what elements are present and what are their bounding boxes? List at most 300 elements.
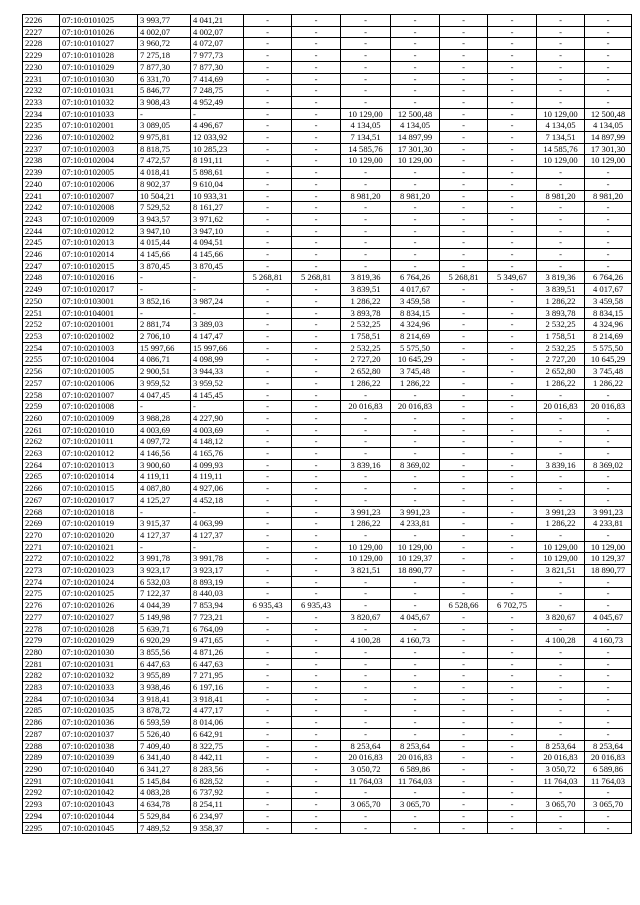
value-10-cell: 17 301,30 bbox=[585, 143, 632, 155]
value-7-cell: - bbox=[440, 15, 488, 27]
value-8-cell: - bbox=[488, 483, 537, 495]
value-9-cell: - bbox=[537, 682, 585, 694]
value-2-cell: 3 947,10 bbox=[191, 225, 244, 237]
value-10-cell: - bbox=[585, 260, 632, 272]
value-8-cell: - bbox=[488, 682, 537, 694]
cadastral-number-cell: 07:10:0201004 bbox=[60, 354, 138, 366]
cadastral-number-cell: 07:10:0201012 bbox=[60, 448, 138, 460]
value-1-cell: 4 087,80 bbox=[138, 483, 191, 495]
value-8-cell: - bbox=[488, 764, 537, 776]
value-5-cell: - bbox=[341, 167, 391, 179]
value-8-cell: - bbox=[488, 132, 537, 144]
table-row bbox=[23, 284, 632, 296]
table-row bbox=[23, 389, 632, 401]
value-1-cell: 4 097,72 bbox=[138, 436, 191, 448]
value-10-cell: - bbox=[585, 494, 632, 506]
value-5-cell: - bbox=[341, 424, 391, 436]
value-1-cell: - bbox=[138, 506, 191, 518]
value-7-cell: - bbox=[440, 307, 488, 319]
value-5-cell: 14 585,76 bbox=[341, 143, 391, 155]
table-row bbox=[23, 658, 632, 670]
value-2-cell: 3 870,45 bbox=[191, 260, 244, 272]
value-3-cell: - bbox=[244, 576, 292, 588]
value-8-cell: - bbox=[488, 553, 537, 565]
row-number-cell: 2263 bbox=[23, 448, 60, 460]
value-8-cell: - bbox=[488, 120, 537, 132]
value-5-cell: 2 652,80 bbox=[341, 366, 391, 378]
value-9-cell: - bbox=[537, 249, 585, 261]
value-5-cell: - bbox=[341, 646, 391, 658]
value-4-cell: - bbox=[292, 752, 341, 764]
value-4-cell: - bbox=[292, 787, 341, 799]
value-1-cell: 3 955,89 bbox=[138, 670, 191, 682]
row-number-cell: 2231 bbox=[23, 73, 60, 85]
value-6-cell: - bbox=[391, 717, 440, 729]
value-2-cell: 4 145,66 bbox=[191, 249, 244, 261]
value-2-cell: 6 737,92 bbox=[191, 787, 244, 799]
value-10-cell: 14 897,99 bbox=[585, 132, 632, 144]
cadastral-number-cell: 07:10:0101026 bbox=[60, 26, 138, 38]
value-5-cell: - bbox=[341, 38, 391, 50]
value-10-cell: 8 253,64 bbox=[585, 740, 632, 752]
value-1-cell: 5 846,77 bbox=[138, 85, 191, 97]
value-3-cell: - bbox=[244, 26, 292, 38]
value-1-cell: 3 991,78 bbox=[138, 553, 191, 565]
row-number-cell: 2241 bbox=[23, 190, 60, 202]
value-6-cell: - bbox=[391, 15, 440, 27]
value-6-cell: - bbox=[391, 787, 440, 799]
value-7-cell: - bbox=[440, 319, 488, 331]
value-7-cell: - bbox=[440, 705, 488, 717]
value-2-cell: - bbox=[191, 541, 244, 553]
value-7-cell: - bbox=[440, 424, 488, 436]
row-number-cell: 2265 bbox=[23, 471, 60, 483]
value-4-cell: - bbox=[292, 623, 341, 635]
value-9-cell: 3 050,72 bbox=[537, 764, 585, 776]
value-4-cell: - bbox=[292, 108, 341, 120]
value-6-cell: 10 129,00 bbox=[391, 155, 440, 167]
value-10-cell: 11 764,03 bbox=[585, 775, 632, 787]
value-1-cell: 4 015,44 bbox=[138, 237, 191, 249]
value-7-cell: - bbox=[440, 810, 488, 822]
value-8-cell: - bbox=[488, 740, 537, 752]
value-8-cell: - bbox=[488, 73, 537, 85]
value-4-cell: - bbox=[292, 330, 341, 342]
value-5-cell: - bbox=[341, 96, 391, 108]
value-6-cell: 4 045,67 bbox=[391, 611, 440, 623]
value-3-cell: - bbox=[244, 799, 292, 811]
value-10-cell: - bbox=[585, 728, 632, 740]
value-4-cell: - bbox=[292, 190, 341, 202]
value-6-cell: - bbox=[391, 529, 440, 541]
value-9-cell: 4 100,28 bbox=[537, 635, 585, 647]
value-9-cell: 3 819,36 bbox=[537, 272, 585, 284]
row-number-cell: 2227 bbox=[23, 26, 60, 38]
table-row bbox=[23, 295, 632, 307]
value-9-cell: - bbox=[537, 576, 585, 588]
value-5-cell: - bbox=[341, 61, 391, 73]
value-1-cell: 4 047,45 bbox=[138, 389, 191, 401]
row-number-cell: 2259 bbox=[23, 401, 60, 413]
table-row bbox=[23, 96, 632, 108]
value-2-cell: 9 358,37 bbox=[191, 822, 244, 834]
value-9-cell: 20 016,83 bbox=[537, 401, 585, 413]
value-7-cell: - bbox=[440, 155, 488, 167]
table-row bbox=[23, 494, 632, 506]
value-2-cell: 4 098,99 bbox=[191, 354, 244, 366]
value-9-cell: - bbox=[537, 436, 585, 448]
cadastral-number-cell: 07:10:0201033 bbox=[60, 682, 138, 694]
value-5-cell: 7 134,51 bbox=[341, 132, 391, 144]
value-2-cell: 6 764,09 bbox=[191, 623, 244, 635]
value-8-cell: - bbox=[488, 96, 537, 108]
row-number-cell: 2283 bbox=[23, 682, 60, 694]
value-7-cell: - bbox=[440, 284, 488, 296]
value-3-cell: - bbox=[244, 354, 292, 366]
value-10-cell: - bbox=[585, 412, 632, 424]
value-10-cell: - bbox=[585, 600, 632, 612]
value-8-cell: - bbox=[488, 576, 537, 588]
value-8-cell: - bbox=[488, 424, 537, 436]
value-6-cell: - bbox=[391, 576, 440, 588]
row-number-cell: 2257 bbox=[23, 377, 60, 389]
value-9-cell: - bbox=[537, 670, 585, 682]
table-row bbox=[23, 15, 632, 27]
value-4-cell: - bbox=[292, 705, 341, 717]
value-6-cell: 8 253,64 bbox=[391, 740, 440, 752]
value-1-cell: - bbox=[138, 541, 191, 553]
cadastral-number-cell: 07:10:0201029 bbox=[60, 635, 138, 647]
value-9-cell: - bbox=[537, 483, 585, 495]
value-10-cell: - bbox=[585, 471, 632, 483]
value-5-cell: 3 839,51 bbox=[341, 284, 391, 296]
table-row bbox=[23, 576, 632, 588]
cadastral-number-cell: 07:10:0102007 bbox=[60, 190, 138, 202]
table-row bbox=[23, 50, 632, 62]
cadastral-number-cell: 07:10:0102016 bbox=[60, 272, 138, 284]
value-2-cell: 6 642,91 bbox=[191, 728, 244, 740]
row-number-cell: 2289 bbox=[23, 752, 60, 764]
value-6-cell: - bbox=[391, 728, 440, 740]
value-6-cell: - bbox=[391, 260, 440, 272]
table-row bbox=[23, 611, 632, 623]
value-2-cell: 5 898,61 bbox=[191, 167, 244, 179]
value-8-cell: - bbox=[488, 190, 537, 202]
value-3-cell: - bbox=[244, 50, 292, 62]
value-1-cell: 4 002,07 bbox=[138, 26, 191, 38]
value-6-cell: - bbox=[391, 810, 440, 822]
value-8-cell: - bbox=[488, 237, 537, 249]
cadastral-number-cell: 07:10:0201035 bbox=[60, 705, 138, 717]
value-3-cell: - bbox=[244, 541, 292, 553]
value-3-cell: - bbox=[244, 787, 292, 799]
value-2-cell: 8 283,56 bbox=[191, 764, 244, 776]
value-1-cell: 7 472,57 bbox=[138, 155, 191, 167]
value-9-cell: - bbox=[537, 15, 585, 27]
value-9-cell: - bbox=[537, 494, 585, 506]
value-7-cell: - bbox=[440, 670, 488, 682]
value-8-cell: - bbox=[488, 61, 537, 73]
value-4-cell: - bbox=[292, 38, 341, 50]
value-10-cell: 10 129,00 bbox=[585, 155, 632, 167]
value-2-cell: 3 389,03 bbox=[191, 319, 244, 331]
cadastral-number-cell: 07:10:0201010 bbox=[60, 424, 138, 436]
value-10-cell: 10 129,00 bbox=[585, 541, 632, 553]
value-4-cell: - bbox=[292, 61, 341, 73]
value-9-cell: - bbox=[537, 213, 585, 225]
value-10-cell: - bbox=[585, 73, 632, 85]
value-4-cell: - bbox=[292, 670, 341, 682]
cadastral-number-cell: 07:10:0201003 bbox=[60, 342, 138, 354]
value-3-cell: - bbox=[244, 623, 292, 635]
value-4-cell: - bbox=[292, 295, 341, 307]
cadastral-number-cell: 07:10:0201025 bbox=[60, 588, 138, 600]
cadastral-number-cell: 07:10:0201011 bbox=[60, 436, 138, 448]
value-10-cell: - bbox=[585, 178, 632, 190]
value-6-cell: - bbox=[391, 822, 440, 834]
value-4-cell: - bbox=[292, 565, 341, 577]
value-9-cell: 14 585,76 bbox=[537, 143, 585, 155]
value-3-cell: - bbox=[244, 670, 292, 682]
value-3-cell: - bbox=[244, 401, 292, 413]
row-number-cell: 2234 bbox=[23, 108, 60, 120]
value-4-cell: - bbox=[292, 389, 341, 401]
table-row bbox=[23, 132, 632, 144]
value-8-cell: - bbox=[488, 15, 537, 27]
value-4-cell: - bbox=[292, 319, 341, 331]
value-2-cell: 3 923,17 bbox=[191, 565, 244, 577]
value-4-cell: - bbox=[292, 225, 341, 237]
value-4-cell: - bbox=[292, 85, 341, 97]
row-number-cell: 2269 bbox=[23, 518, 60, 530]
cadastral-number-cell: 07:10:0201015 bbox=[60, 483, 138, 495]
value-7-cell: - bbox=[440, 448, 488, 460]
value-4-cell: - bbox=[292, 342, 341, 354]
cadastral-number-cell: 07:10:0201034 bbox=[60, 693, 138, 705]
value-4-cell: - bbox=[292, 284, 341, 296]
value-2-cell: 12 033,92 bbox=[191, 132, 244, 144]
value-7-cell: - bbox=[440, 120, 488, 132]
value-8-cell: - bbox=[488, 541, 537, 553]
table-row bbox=[23, 237, 632, 249]
value-6-cell: 4 324,96 bbox=[391, 319, 440, 331]
value-1-cell: 3 993,77 bbox=[138, 15, 191, 27]
table-row bbox=[23, 541, 632, 553]
value-6-cell: - bbox=[391, 237, 440, 249]
value-6-cell: - bbox=[391, 424, 440, 436]
value-6-cell: - bbox=[391, 588, 440, 600]
value-5-cell: 10 129,00 bbox=[341, 541, 391, 553]
cadastral-number-cell: 07:10:0102015 bbox=[60, 260, 138, 272]
value-3-cell: - bbox=[244, 249, 292, 261]
value-9-cell: - bbox=[537, 73, 585, 85]
value-10-cell: - bbox=[585, 237, 632, 249]
value-4-cell: - bbox=[292, 178, 341, 190]
value-7-cell: - bbox=[440, 576, 488, 588]
cadastral-number-cell: 07:10:0201013 bbox=[60, 459, 138, 471]
value-1-cell: 4 146,56 bbox=[138, 448, 191, 460]
value-6-cell: 14 897,99 bbox=[391, 132, 440, 144]
value-3-cell: - bbox=[244, 494, 292, 506]
value-2-cell: 4 952,49 bbox=[191, 96, 244, 108]
row-number-cell: 2270 bbox=[23, 529, 60, 541]
value-2-cell: - bbox=[191, 307, 244, 319]
value-9-cell: 10 129,00 bbox=[537, 155, 585, 167]
row-number-cell: 2275 bbox=[23, 588, 60, 600]
value-2-cell: 7 853,94 bbox=[191, 600, 244, 612]
value-9-cell: 10 129,00 bbox=[537, 108, 585, 120]
value-6-cell: - bbox=[391, 646, 440, 658]
value-4-cell: - bbox=[292, 471, 341, 483]
row-number-cell: 2246 bbox=[23, 249, 60, 261]
value-4-cell: 5 268,81 bbox=[292, 272, 341, 284]
value-3-cell: - bbox=[244, 682, 292, 694]
value-7-cell: - bbox=[440, 565, 488, 577]
row-number-cell: 2281 bbox=[23, 658, 60, 670]
value-4-cell: - bbox=[292, 459, 341, 471]
value-4-cell: - bbox=[292, 740, 341, 752]
value-8-cell: - bbox=[488, 249, 537, 261]
value-5-cell: - bbox=[341, 682, 391, 694]
table-row bbox=[23, 670, 632, 682]
value-2-cell: 4 496,67 bbox=[191, 120, 244, 132]
value-8-cell: - bbox=[488, 752, 537, 764]
value-5-cell: - bbox=[341, 249, 391, 261]
value-6-cell: 8 214,69 bbox=[391, 330, 440, 342]
value-3-cell: - bbox=[244, 155, 292, 167]
value-10-cell: 1 286,22 bbox=[585, 377, 632, 389]
value-3-cell: - bbox=[244, 260, 292, 272]
cadastral-number-cell: 07:10:0201042 bbox=[60, 787, 138, 799]
value-2-cell: 9 610,04 bbox=[191, 178, 244, 190]
value-1-cell: 3 923,17 bbox=[138, 565, 191, 577]
value-5-cell: 1 286,22 bbox=[341, 377, 391, 389]
value-9-cell: - bbox=[537, 178, 585, 190]
value-10-cell: 4 045,67 bbox=[585, 611, 632, 623]
value-9-cell: 20 016,83 bbox=[537, 752, 585, 764]
value-6-cell: 11 764,03 bbox=[391, 775, 440, 787]
value-7-cell: - bbox=[440, 740, 488, 752]
data-table bbox=[22, 14, 632, 834]
value-3-cell: - bbox=[244, 213, 292, 225]
cadastral-number-cell: 07:10:0201002 bbox=[60, 330, 138, 342]
value-9-cell: - bbox=[537, 693, 585, 705]
value-9-cell: - bbox=[537, 26, 585, 38]
value-3-cell: - bbox=[244, 565, 292, 577]
value-2-cell: 7 248,75 bbox=[191, 85, 244, 97]
value-3-cell: - bbox=[244, 61, 292, 73]
value-6-cell: - bbox=[391, 26, 440, 38]
row-number-cell: 2236 bbox=[23, 132, 60, 144]
cadastral-number-cell: 07:10:0101031 bbox=[60, 85, 138, 97]
cadastral-number-cell: 07:10:0201007 bbox=[60, 389, 138, 401]
value-5-cell: - bbox=[341, 85, 391, 97]
value-1-cell: 15 997,66 bbox=[138, 342, 191, 354]
value-2-cell: - bbox=[191, 506, 244, 518]
value-10-cell: - bbox=[585, 213, 632, 225]
table-row bbox=[23, 740, 632, 752]
value-10-cell: - bbox=[585, 670, 632, 682]
table-row bbox=[23, 73, 632, 85]
value-9-cell: 3 839,16 bbox=[537, 459, 585, 471]
cadastral-number-cell: 07:10:0102017 bbox=[60, 284, 138, 296]
value-3-cell: - bbox=[244, 822, 292, 834]
row-number-cell: 2267 bbox=[23, 494, 60, 506]
value-4-cell: - bbox=[292, 483, 341, 495]
value-4-cell: - bbox=[292, 822, 341, 834]
value-1-cell: 8 902,37 bbox=[138, 178, 191, 190]
value-1-cell: - bbox=[138, 272, 191, 284]
value-3-cell: - bbox=[244, 717, 292, 729]
value-9-cell: 3 065,70 bbox=[537, 799, 585, 811]
value-1-cell: 3 943,57 bbox=[138, 213, 191, 225]
value-4-cell: - bbox=[292, 401, 341, 413]
table-row bbox=[23, 764, 632, 776]
value-5-cell: - bbox=[341, 494, 391, 506]
cadastral-number-cell: 07:10:0201009 bbox=[60, 412, 138, 424]
table-row bbox=[23, 85, 632, 97]
value-7-cell: - bbox=[440, 330, 488, 342]
value-3-cell: - bbox=[244, 132, 292, 144]
table-row bbox=[23, 213, 632, 225]
value-9-cell: - bbox=[537, 822, 585, 834]
value-3-cell: - bbox=[244, 518, 292, 530]
row-number-cell: 2239 bbox=[23, 167, 60, 179]
value-4-cell: - bbox=[292, 635, 341, 647]
value-3-cell: - bbox=[244, 108, 292, 120]
table-row bbox=[23, 307, 632, 319]
value-10-cell: - bbox=[585, 822, 632, 834]
value-6-cell: 5 575,50 bbox=[391, 342, 440, 354]
value-7-cell: - bbox=[440, 588, 488, 600]
value-8-cell: - bbox=[488, 693, 537, 705]
value-9-cell: - bbox=[537, 705, 585, 717]
value-1-cell: - bbox=[138, 108, 191, 120]
value-3-cell: - bbox=[244, 377, 292, 389]
value-2-cell: 4 927,06 bbox=[191, 483, 244, 495]
table-row bbox=[23, 752, 632, 764]
value-7-cell: - bbox=[440, 85, 488, 97]
value-3-cell: - bbox=[244, 728, 292, 740]
value-10-cell: 8 834,15 bbox=[585, 307, 632, 319]
table-row bbox=[23, 623, 632, 635]
value-1-cell: 7 122,37 bbox=[138, 588, 191, 600]
table-row bbox=[23, 553, 632, 565]
table-row bbox=[23, 377, 632, 389]
value-6-cell: 17 301,30 bbox=[391, 143, 440, 155]
row-number-cell: 2235 bbox=[23, 120, 60, 132]
row-number-cell: 2242 bbox=[23, 202, 60, 214]
value-1-cell: 5 149,98 bbox=[138, 611, 191, 623]
value-7-cell: - bbox=[440, 225, 488, 237]
value-1-cell: 7 877,30 bbox=[138, 61, 191, 73]
value-4-cell: - bbox=[292, 553, 341, 565]
value-9-cell: 11 764,03 bbox=[537, 775, 585, 787]
value-4-cell: - bbox=[292, 307, 341, 319]
value-9-cell: - bbox=[537, 389, 585, 401]
value-7-cell: - bbox=[440, 73, 488, 85]
value-8-cell: - bbox=[488, 799, 537, 811]
value-3-cell: - bbox=[244, 483, 292, 495]
value-8-cell: - bbox=[488, 670, 537, 682]
value-4-cell: - bbox=[292, 96, 341, 108]
cadastral-number-cell: 07:10:0201031 bbox=[60, 658, 138, 670]
table-row bbox=[23, 565, 632, 577]
value-5-cell: - bbox=[341, 693, 391, 705]
value-5-cell: 3 820,67 bbox=[341, 611, 391, 623]
value-1-cell: 7 529,52 bbox=[138, 202, 191, 214]
cadastral-number-cell: 07:10:0102006 bbox=[60, 178, 138, 190]
